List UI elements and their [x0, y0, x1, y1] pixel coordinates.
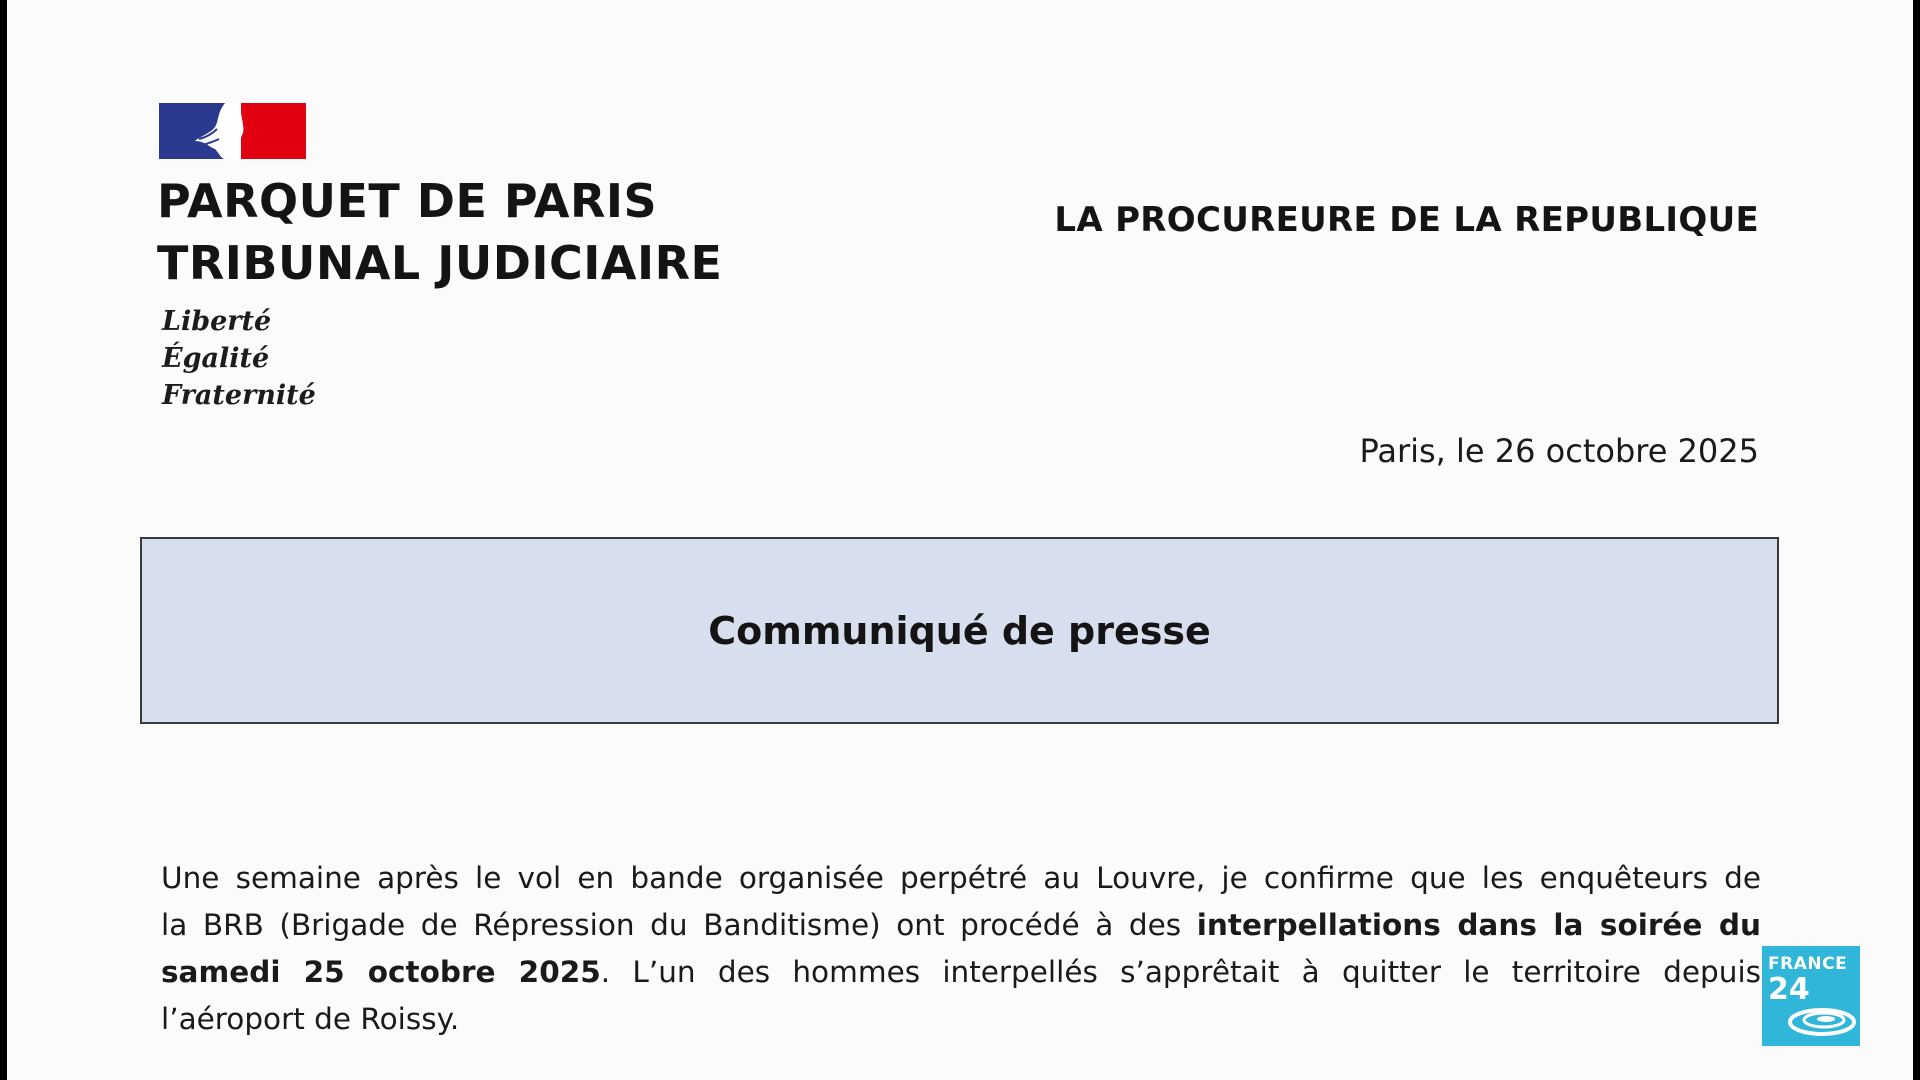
document-page [7, 0, 1913, 1080]
press-release-title: Communiqué de presse [708, 608, 1211, 653]
france24-brand-number: 24 [1768, 972, 1810, 1007]
body-line-3-regular: . L’un des hommes interpellés s’apprêtait à quitter le territoire depuis [600, 955, 1762, 989]
body-line-2-regular: la BRB (Brigade de Répression du Banditisme) ont procédé à des [161, 908, 1197, 942]
motto-fraternite: Fraternité [162, 380, 316, 411]
date-line: Paris, le 26 octobre 2025 [1359, 432, 1759, 470]
body-line-3 [161, 949, 1761, 996]
body-line-1: Une semaine après le vol en bande organisée perpétré au Louvre, je confirme que les enquêteurs de [161, 861, 1761, 895]
body-line-2-bold: interpellations dans la soirée du [1196, 908, 1761, 942]
authority-title: LA PROCUREURE DE LA REPUBLIQUE [1054, 200, 1759, 240]
motto-egalite: Égalité [162, 343, 270, 374]
france24-swirl-icon [1782, 998, 1858, 1040]
org-name-line-2: TRIBUNAL JUDICIAIRE [157, 236, 723, 290]
header-left [157, 170, 722, 294]
press-release-banner [140, 537, 1779, 724]
france24-watermark [1762, 946, 1860, 1046]
republic-motto [162, 303, 316, 414]
org-name-line-1: PARQUET DE PARIS [157, 174, 658, 228]
body-line-2 [161, 902, 1761, 949]
marianne-logo-icon [159, 103, 306, 159]
france24-brand-top: FRANCE [1768, 954, 1848, 974]
motto-liberte: Liberté [162, 306, 272, 337]
body-line-4: l’aéroport de Roissy. [161, 1002, 460, 1036]
body-line-3-bold: samedi 25 octobre 2025 [161, 955, 601, 989]
press-release-body [161, 855, 1761, 1043]
